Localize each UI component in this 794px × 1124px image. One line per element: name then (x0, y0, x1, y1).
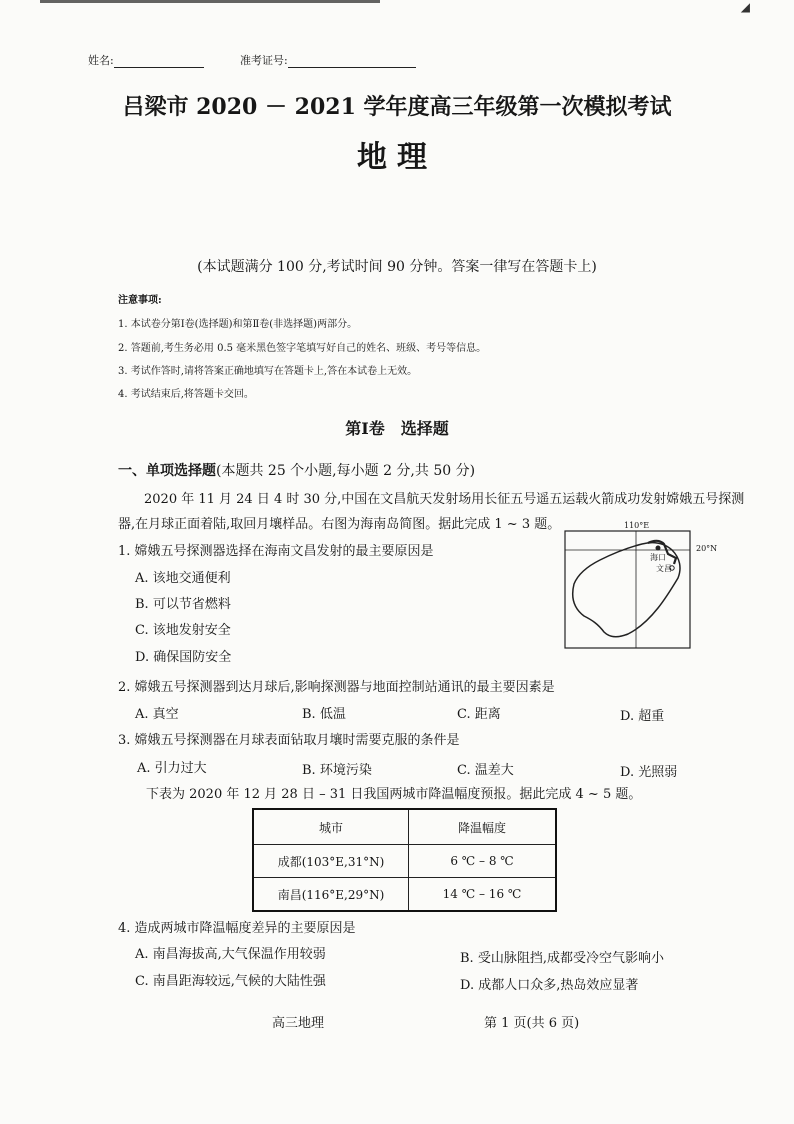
question-stem: 2. 嫦娥五号探测器到达月球后,影响探测器与地面控制站通讯的最主要因素是 (118, 680, 555, 695)
option-d: D. 超重 (620, 709, 665, 724)
footer-page-number: 第 1 页(共 6 页) (484, 1016, 580, 1031)
exam-id-label: 准考证号: (240, 54, 288, 67)
exam-id-blank (288, 55, 416, 68)
question-stem: 3. 嫦娥五号探测器在月球表面钻取月壤时需要克服的条件是 (118, 733, 460, 748)
temperature-table (252, 808, 557, 912)
table-cell: 14 ℃ – 16 ℃ (409, 878, 557, 912)
city-label-haikou: 海口 (650, 553, 666, 562)
table-cell: 6 ℃ – 8 ℃ (409, 845, 557, 878)
footer-subject: 高三地理 (272, 1016, 325, 1031)
option-c: C. 该地发射安全 (135, 623, 231, 638)
part-heading: 一、单项选择题 (118, 463, 216, 479)
option-c: C. 距离 (457, 707, 501, 722)
option-d: D. 成都人口众多,热岛效应显著 (460, 978, 639, 993)
table-cell: 南昌(116°E,29°N) (253, 878, 409, 912)
longitude-label: 110°E (624, 521, 650, 530)
option-b: B. 低温 (302, 707, 346, 722)
option-c: C. 温差大 (457, 763, 514, 778)
option-b: B. 可以节省燃料 (135, 597, 231, 612)
notice-item: 4. 考试结束后,将答题卡交回。 (118, 389, 254, 400)
intro-line: 器,在月球正面着陆,取回月壤样品。右图为海南岛简图。据此完成 1 ~ 3 题。 (118, 517, 561, 532)
table-row (253, 845, 556, 878)
notice-heading: 注意事项: (118, 295, 162, 306)
scan-top-edge (40, 0, 380, 3)
table-header-row (253, 809, 556, 845)
intro-line: 下表为 2020 年 12 月 28 日 – 31 日我国两城市降温幅度预报。据此完成 4 ~ 5 题。 (146, 787, 642, 802)
option-a: A. 该地交通便利 (135, 571, 231, 586)
subject-title: 地理 (357, 140, 437, 175)
table-row (253, 878, 556, 912)
scan-corner-mark: ◢ (740, 0, 750, 14)
name-field (88, 52, 204, 68)
hainan-map (564, 521, 718, 650)
notice-item: 3. 考试作答时,请将答案正确地填写在答题卡上,答在本试卷上无效。 (118, 366, 418, 377)
option-b: B. 受山脉阻挡,成都受冷空气影响小 (460, 951, 664, 966)
city-label-wenchang: 文昌 (656, 564, 672, 573)
option-a: A. 真空 (135, 707, 179, 722)
hainan-map-drawing (564, 524, 696, 650)
table-header-cell: 降温幅度 (409, 809, 557, 845)
option-c: C. 南昌距海较远,气候的大陆性强 (135, 974, 326, 989)
option-a: A. 引力过大 (137, 761, 207, 776)
exam-id-field (240, 52, 416, 68)
intro-line: 2020 年 11 月 24 日 4 时 30 分,中国在文昌航天发射场用长征五号遥五运载火箭成功发射嫦娥五号探测 (144, 492, 745, 507)
notice-item: 2. 答题前,考生务必用 0.5 毫米黑色签字笔填写好自己的姓名、班级、考号等信息。 (118, 343, 487, 354)
section-title: 第Ⅰ卷 选择题 (345, 419, 449, 438)
name-blank (114, 55, 204, 68)
part-detail: (本题共 25 个小题,每小题 2 分,共 50 分) (216, 463, 476, 479)
exam-note: (本试题满分 100 分,考试时间 90 分钟。答案一律写在答题卡上) (197, 259, 597, 275)
exam-title: 吕梁市 2020 － 2021 学年度高三年级第一次模拟考试 (122, 94, 672, 120)
notice-item: 1. 本试卷分第Ⅰ卷(选择题)和第Ⅱ卷(非选择题)两部分。 (118, 319, 358, 330)
part-heading-line (118, 460, 475, 480)
latitude-label: 20°N (696, 544, 718, 553)
table-cell: 成都(103°E,31°N) (253, 845, 409, 878)
table-header-cell: 城市 (253, 809, 409, 845)
question-stem: 4. 造成两城市降温幅度差异的主要原因是 (118, 921, 356, 936)
option-a: A. 南昌海拔高,大气保温作用较弱 (135, 947, 326, 962)
option-b: B. 环境污染 (302, 763, 372, 778)
option-d: D. 光照弱 (620, 765, 678, 780)
option-d: D. 确保国防安全 (135, 650, 232, 665)
name-label: 姓名: (88, 54, 114, 67)
question-stem: 1. 嫦娥五号探测器选择在海南文昌发射的最主要原因是 (118, 544, 434, 559)
